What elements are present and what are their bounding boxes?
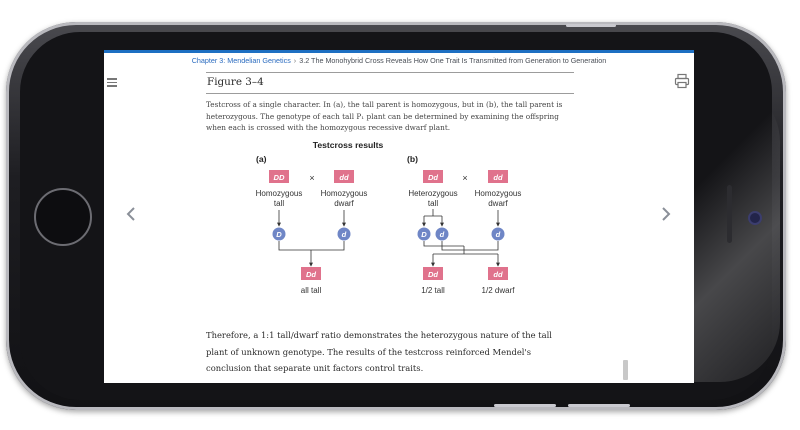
panel-a-parent2-desc-1: Homozygous	[320, 189, 368, 198]
panel-b-join-gamete2	[464, 241, 498, 250]
chevron-right-icon[interactable]	[660, 206, 672, 222]
panel-b-gamete2	[492, 228, 505, 241]
front-camera	[748, 211, 762, 225]
panel-b-gamete1b-label: d	[439, 230, 445, 239]
printer-icon[interactable]	[674, 73, 690, 89]
panel-a-gamete2-label: d	[341, 230, 347, 239]
panel-a-parent1-genotype: DD	[273, 173, 285, 182]
reader-screen	[104, 50, 694, 383]
panel-a-parent2-desc-2: dwarf	[334, 199, 354, 208]
panel-b-parent2-genotype: dd	[493, 173, 503, 182]
panel-a-parent2-box	[334, 170, 354, 183]
body-paragraph: Therefore, a 1:1 tall/dwarf ratio demonstrates the heterozygous nature of the tall plant of unknown genotype. The results of the testcross reinforced Mendel's conclusion that separate unit factors control traits.	[206, 330, 552, 373]
breadcrumb-separator: ›	[293, 56, 297, 65]
panel-a-result: all tall	[300, 286, 322, 295]
panel-b-gamete1a	[418, 228, 431, 241]
hamburger-menu-icon[interactable]	[107, 78, 117, 87]
panel-b-result2: 1/2 dwarf	[481, 286, 515, 295]
panel-a-gamete1-label: D	[276, 230, 282, 239]
top-accent-bar	[104, 50, 694, 53]
panel-b-gamete1a-label: D	[421, 230, 427, 239]
panel-b-label: (b)	[407, 154, 418, 164]
panel-b-parent2-box	[488, 170, 508, 183]
panel-b-parent1-desc-1: Heterozygous	[408, 189, 458, 198]
panel-b-parent2-desc-1: Homozygous	[474, 189, 522, 198]
panel-a-offspring-box	[301, 267, 321, 280]
panel-b-offspring1-genotype: Dd	[427, 270, 439, 279]
home-button[interactable]	[34, 188, 92, 246]
breadcrumb-chapter-link[interactable]: Chapter 3: Mendelian Genetics	[191, 56, 291, 65]
earpiece-speaker	[727, 185, 732, 243]
panel-b-parent1-desc-2: tall	[427, 199, 439, 208]
panel-a-gamete1	[273, 228, 286, 241]
panel-b-gamete2-label: d	[495, 230, 501, 239]
testcross-diagram	[206, 136, 574, 316]
panel-b-offspring2-genotype: dd	[493, 270, 503, 279]
panel-b-gamete1b	[436, 228, 449, 241]
figure-caption: Testcross of a single character. In (a), the tall parent is homozygous, but in (b), the tall parent is heterozygous. The genotype of each tall P₁ plant can be determined by examining the offspring when each is crossed with the homozygous recessive dwarf plant.	[206, 100, 563, 132]
panel-b-parent1-genotype: Dd	[427, 173, 439, 182]
panel-a-parent1-desc-2: tall	[273, 199, 285, 208]
phone-top-button	[566, 24, 616, 27]
figure-title: Figure 3–4	[207, 76, 264, 88]
chevron-left-icon[interactable]	[125, 206, 137, 222]
diagram-title: Testcross results	[312, 140, 384, 150]
breadcrumb-section: 3.2 The Monohybrid Cross Reveals How One Trait Is Transmitted from Generation to Generation	[299, 56, 607, 65]
panel-b-join-gamete1b	[442, 241, 464, 250]
panel-a-join-right	[311, 241, 344, 250]
panel-a-parent1-box	[269, 170, 289, 183]
phone-bottom-button-right	[568, 404, 630, 407]
scrollbar-thumb[interactable]	[623, 360, 628, 380]
title-divider	[206, 93, 574, 94]
panel-b-cross-symbol: ×	[462, 173, 468, 183]
panel-b-offspring2-box	[488, 267, 508, 280]
panel-b-parent1-box	[423, 170, 443, 183]
panel-b-join-gamete1a	[424, 241, 464, 246]
panel-b-result1: 1/2 tall	[421, 286, 445, 295]
panel-a-parent1-desc-1: Homozygous	[255, 189, 303, 198]
page-content	[206, 63, 574, 383]
panel-a-cross-symbol: ×	[309, 173, 315, 183]
top-divider	[206, 72, 574, 73]
panel-a-parent2-genotype: dd	[339, 173, 349, 182]
panel-a-offspring-genotype: Dd	[305, 270, 317, 279]
panel-b-parent2-desc-2: dwarf	[488, 199, 508, 208]
panel-a-label: (a)	[256, 154, 267, 164]
phone-bottom-button-left	[494, 404, 556, 407]
panel-b-offspring1-box	[423, 267, 443, 280]
panel-a-gamete2	[338, 228, 351, 241]
panel-a-join-left	[279, 241, 311, 250]
